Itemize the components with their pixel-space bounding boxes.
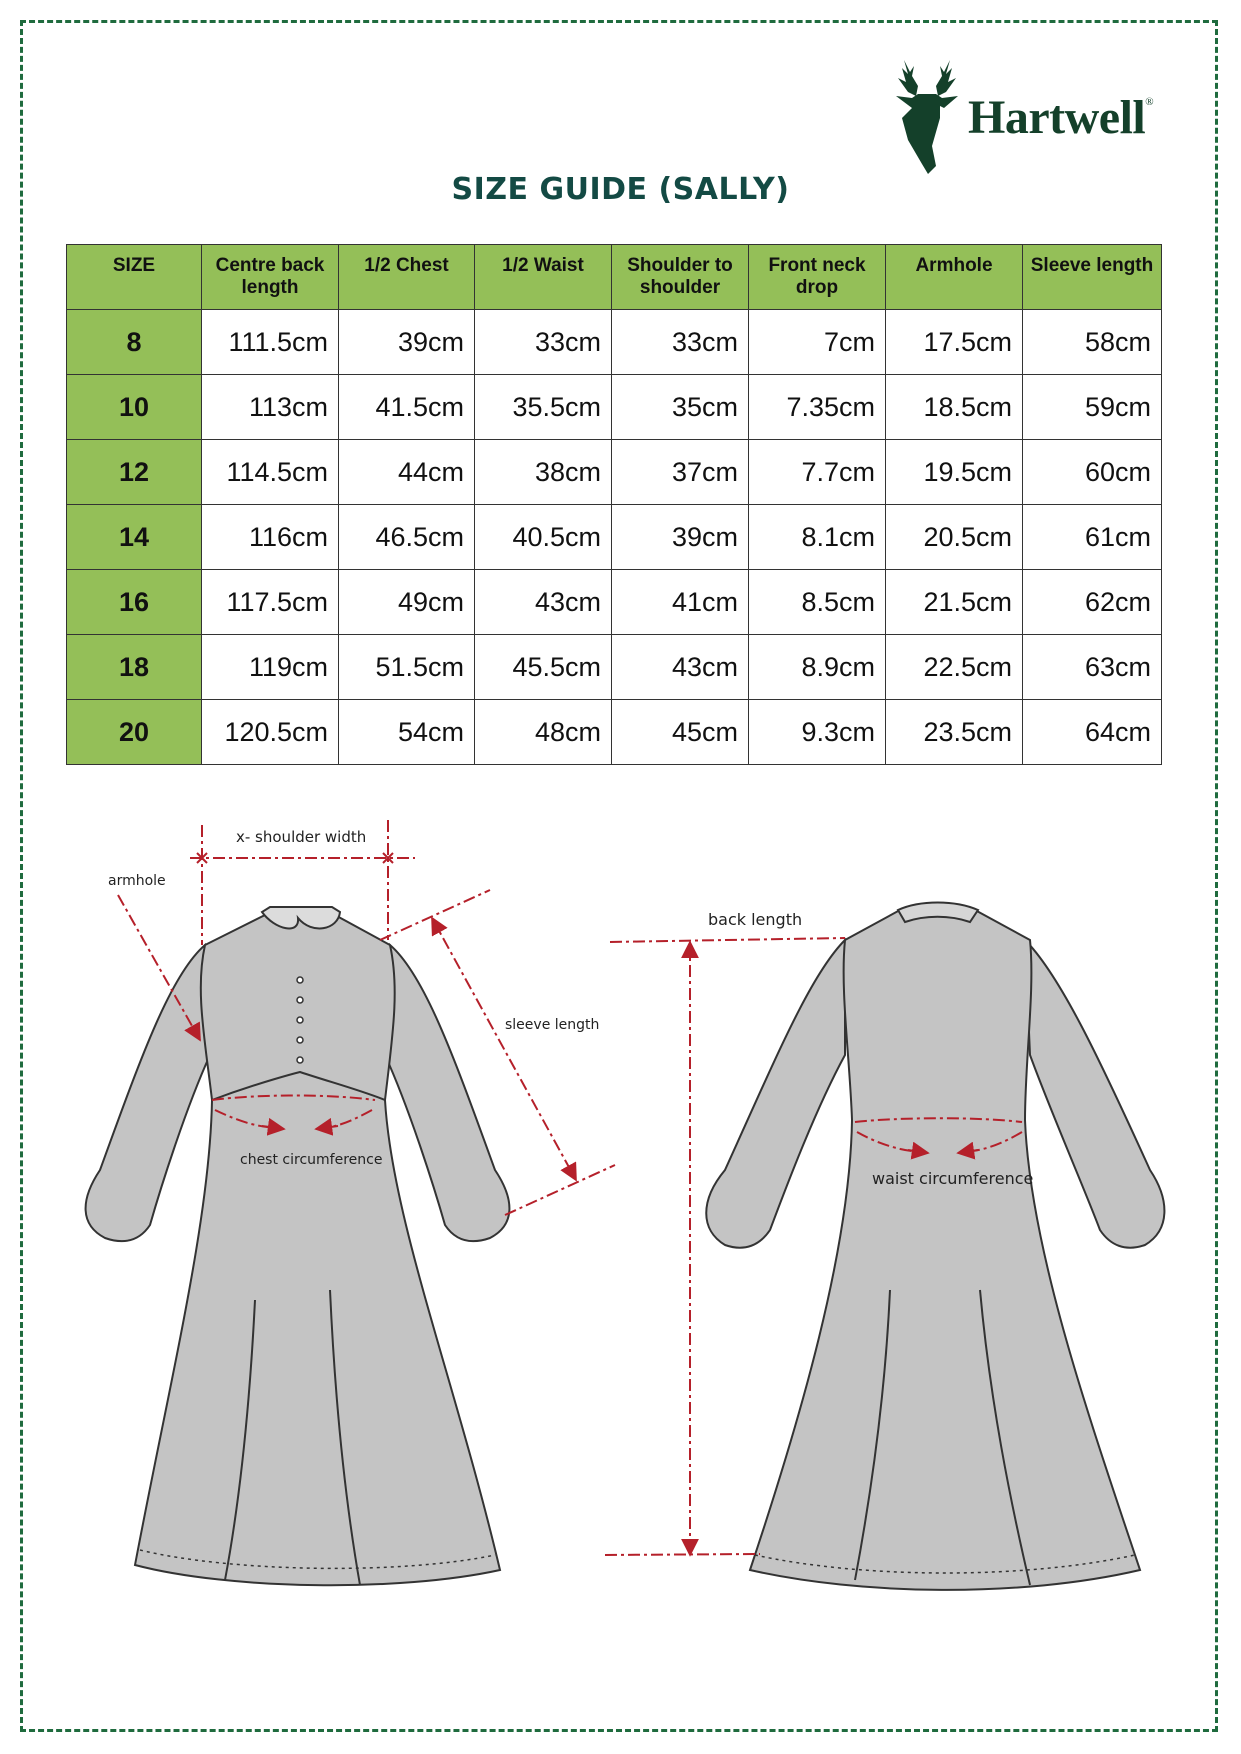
table-cell: 48cm bbox=[475, 700, 612, 765]
table-cell: 8.9cm bbox=[749, 635, 886, 700]
table-cell: 8.1cm bbox=[749, 505, 886, 570]
table-cell: 60cm bbox=[1023, 440, 1162, 505]
table-cell: 58cm bbox=[1023, 310, 1162, 375]
header-armhole: Armhole bbox=[886, 245, 1023, 310]
table-cell: 23.5cm bbox=[886, 700, 1023, 765]
hartwell-logo bbox=[882, 56, 1202, 176]
table-cell: 21.5cm bbox=[886, 570, 1023, 635]
table-cell: 119cm bbox=[202, 635, 339, 700]
table-cell: 43cm bbox=[612, 635, 749, 700]
table-cell: 51.5cm bbox=[339, 635, 475, 700]
table-cell: 45cm bbox=[612, 700, 749, 765]
table-row bbox=[67, 310, 1162, 375]
back-length-top-guide bbox=[610, 938, 845, 942]
size-cell: 8 bbox=[67, 310, 202, 375]
table-cell: 43cm bbox=[475, 570, 612, 635]
table-cell: 35.5cm bbox=[475, 375, 612, 440]
table-cell: 63cm bbox=[1023, 635, 1162, 700]
size-cell: 10 bbox=[67, 375, 202, 440]
table-row bbox=[67, 570, 1162, 635]
table-header-row bbox=[67, 245, 1162, 310]
size-cell: 12 bbox=[67, 440, 202, 505]
table-row bbox=[67, 505, 1162, 570]
table-cell: 59cm bbox=[1023, 375, 1162, 440]
size-cell: 18 bbox=[67, 635, 202, 700]
table-row bbox=[67, 375, 1162, 440]
header-centre-back-length: Centre back length bbox=[202, 245, 339, 310]
table-cell: 35cm bbox=[612, 375, 749, 440]
back-right-sleeve bbox=[1025, 940, 1164, 1248]
table-cell: 113cm bbox=[202, 375, 339, 440]
header-size: SIZE bbox=[67, 245, 202, 310]
header-front-neck-drop: Front neck drop bbox=[749, 245, 886, 310]
table-cell: 7cm bbox=[749, 310, 886, 375]
shoulder-width-label: x- shoulder width bbox=[236, 828, 367, 846]
table-cell: 9.3cm bbox=[749, 700, 886, 765]
table-cell: 7.35cm bbox=[749, 375, 886, 440]
header-half-waist: 1/2 Waist bbox=[475, 245, 612, 310]
front-right-sleeve bbox=[385, 945, 509, 1241]
table-cell: 22.5cm bbox=[886, 635, 1023, 700]
front-dress-drawing bbox=[86, 907, 510, 1585]
table-cell: 39cm bbox=[612, 505, 749, 570]
waist-circumference-label: waist circumference bbox=[872, 1169, 1034, 1188]
registered-mark: ® bbox=[1145, 96, 1154, 108]
sleeve-guide-top bbox=[380, 890, 490, 940]
table-cell: 33cm bbox=[612, 310, 749, 375]
dress-diagram bbox=[0, 800, 1241, 1630]
table-cell: 41cm bbox=[612, 570, 749, 635]
size-cell: 16 bbox=[67, 570, 202, 635]
page-title: SIZE GUIDE (SALLY) bbox=[451, 172, 790, 207]
table-cell: 17.5cm bbox=[886, 310, 1023, 375]
table-row bbox=[67, 700, 1162, 765]
table-cell: 62cm bbox=[1023, 570, 1162, 635]
armhole-label: armhole bbox=[108, 873, 166, 889]
table-cell: 44cm bbox=[339, 440, 475, 505]
table-cell: 117.5cm bbox=[202, 570, 339, 635]
table-cell: 40.5cm bbox=[475, 505, 612, 570]
header-sleeve-length: Sleeve length bbox=[1023, 245, 1162, 310]
chest-circumference-label: chest circumference bbox=[240, 1152, 383, 1168]
brand-name: Hartwell bbox=[968, 91, 1146, 144]
table-cell: 19.5cm bbox=[886, 440, 1023, 505]
sleeve-guide-bottom bbox=[505, 1165, 615, 1215]
table-cell: 45.5cm bbox=[475, 635, 612, 700]
table-cell: 38cm bbox=[475, 440, 612, 505]
table-cell: 46.5cm bbox=[339, 505, 475, 570]
back-left-sleeve bbox=[706, 940, 845, 1248]
back-length-bottom-guide bbox=[605, 1554, 760, 1555]
table-cell: 114.5cm bbox=[202, 440, 339, 505]
table-cell: 20.5cm bbox=[886, 505, 1023, 570]
table-cell: 116cm bbox=[202, 505, 339, 570]
table-cell: 49cm bbox=[339, 570, 475, 635]
table-cell: 41.5cm bbox=[339, 375, 475, 440]
stag-head-icon bbox=[882, 56, 972, 176]
table-cell: 120.5cm bbox=[202, 700, 339, 765]
table-cell: 61cm bbox=[1023, 505, 1162, 570]
table-cell: 111.5cm bbox=[202, 310, 339, 375]
table-row bbox=[67, 440, 1162, 505]
table-cell: 8.5cm bbox=[749, 570, 886, 635]
header-shoulder-to-shoulder: Shoulder to shoulder bbox=[612, 245, 749, 310]
table-cell: 54cm bbox=[339, 700, 475, 765]
size-table bbox=[66, 244, 1162, 765]
table-cell: 7.7cm bbox=[749, 440, 886, 505]
header-half-chest: 1/2 Chest bbox=[339, 245, 475, 310]
back-dress-drawing bbox=[706, 903, 1164, 1590]
size-cell: 14 bbox=[67, 505, 202, 570]
table-cell: 39cm bbox=[339, 310, 475, 375]
table-cell: 33cm bbox=[475, 310, 612, 375]
table-row bbox=[67, 635, 1162, 700]
table-cell: 37cm bbox=[612, 440, 749, 505]
front-left-sleeve bbox=[86, 945, 210, 1241]
table-cell: 18.5cm bbox=[886, 375, 1023, 440]
sleeve-length-label: sleeve length bbox=[505, 1017, 600, 1033]
back-length-label: back length bbox=[708, 910, 803, 929]
size-cell: 20 bbox=[67, 700, 202, 765]
table-cell: 64cm bbox=[1023, 700, 1162, 765]
